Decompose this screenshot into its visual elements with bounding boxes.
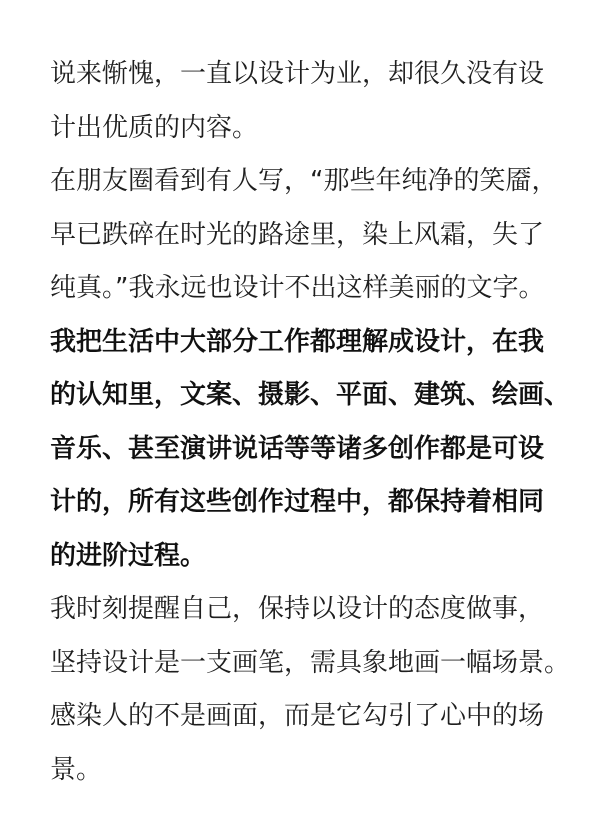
paragraph-quote: [50, 155, 580, 316]
text-line: 感染人的不是画面，而是它勾引了心中的场: [50, 701, 545, 731]
paragraph-apology: [50, 48, 580, 155]
paragraph-reminder: [50, 583, 580, 797]
article-body: [50, 48, 580, 797]
paragraph-design-view: [50, 316, 580, 584]
text-line: 音乐、甚至演讲说话等等诸多创作都是可设: [50, 433, 545, 464]
text-line: 的认知里，文案、摄影、平面、建筑、绘画、: [50, 380, 571, 410]
text-line: 计出优质的内容。: [50, 112, 259, 143]
text-line: 坚持设计是一支画笔，需具象地画一幅场景。: [50, 647, 571, 678]
text-line: 计的，所有这些创作过程中，都保持着相同: [50, 487, 545, 517]
text-line: 纯真。”我永远也设计不出这样美丽的文字。: [50, 273, 545, 303]
text-line: 我把生活中大部分工作都理解成设计，在我: [50, 326, 545, 357]
text-line: 我时刻提醒自己，保持以设计的态度做事，: [50, 594, 545, 624]
text-line: 说来惭愧，一直以设计为业，却很久没有设: [50, 59, 545, 89]
text-line: 在朋友圈看到有人写，“那些年纯净的笑靥，: [50, 166, 558, 196]
text-line: 的进阶过程。: [50, 540, 207, 571]
text-line: 景。: [50, 754, 103, 785]
text-line: 早已跌碎在时光的路途里，染上风霜，失了: [50, 219, 545, 250]
